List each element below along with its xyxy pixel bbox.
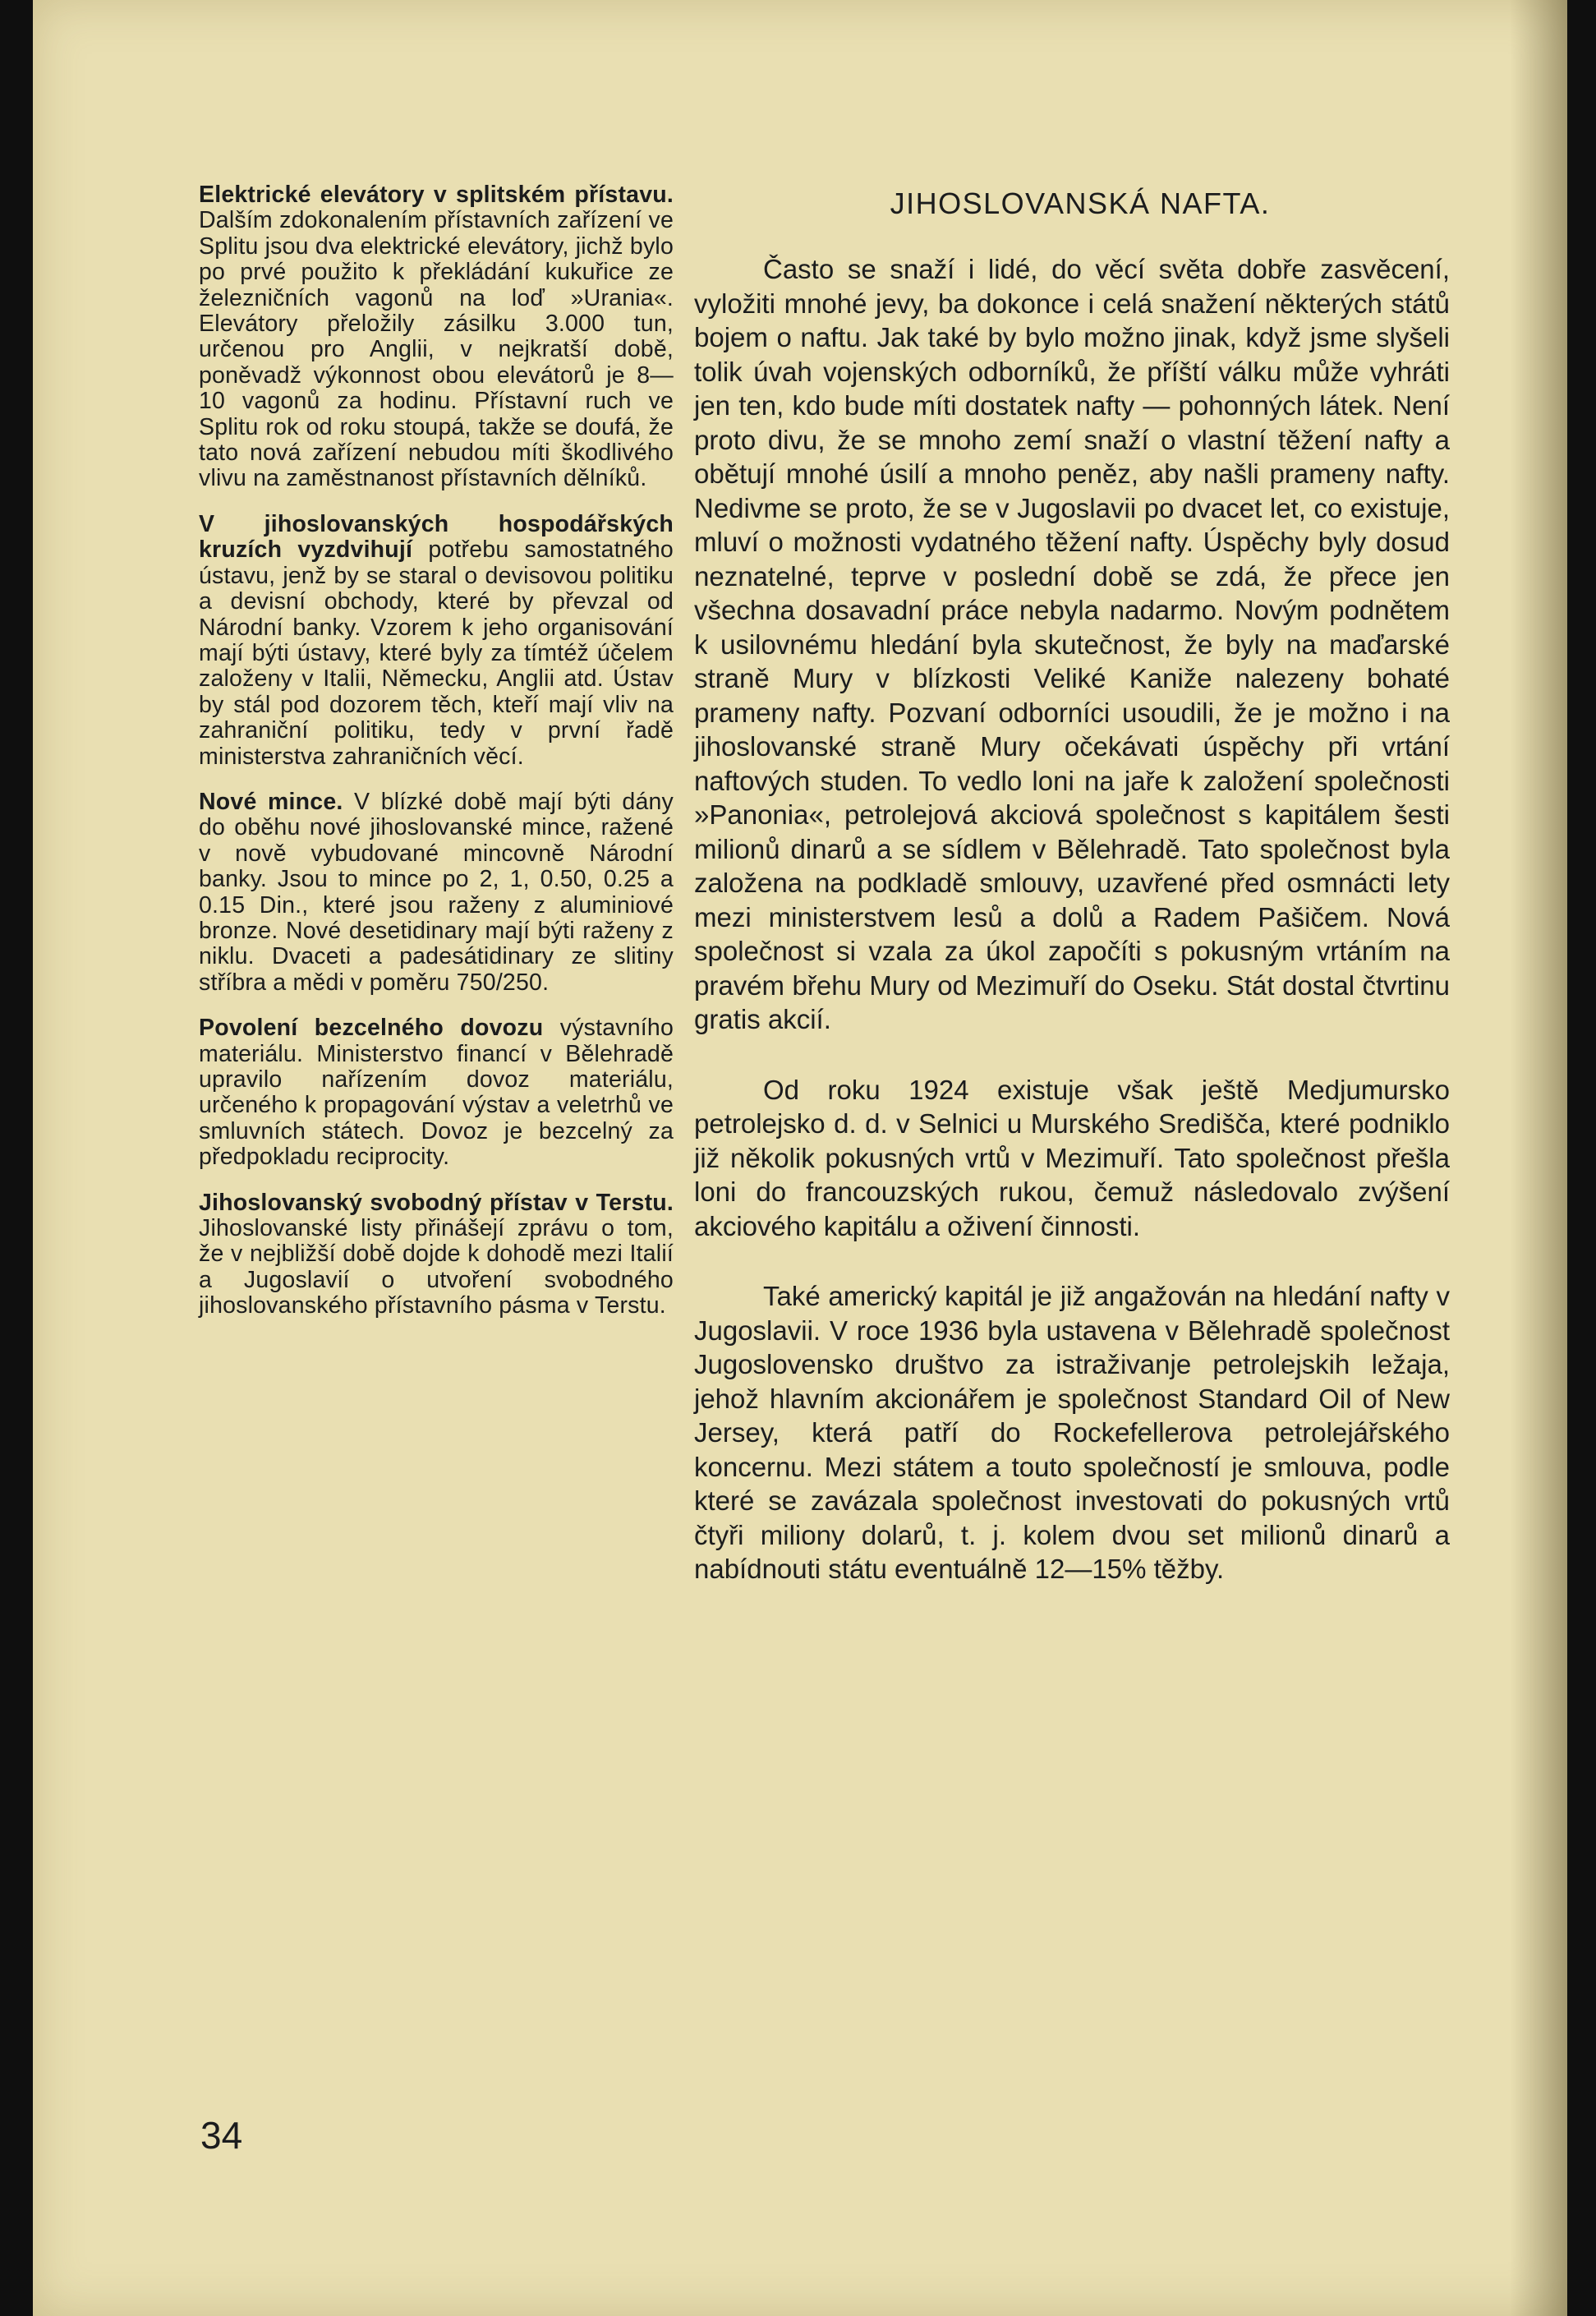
news-item-elevators: [199, 182, 674, 492]
news-item-heading: V jihoslovanských hospodářských kruzích vyzdvihují: [199, 510, 674, 564]
news-item-heading: Povolení bezcelného dovozu: [199, 1015, 544, 1042]
article-paragraph: Také americký kapitál je již angažován na hledání nafty v Jugoslavii. V roce 1936 byla ustavena v Bělehradě společnost Jugoslovensko društvo za istraživanje petrolejskih ležaja, jehož hlavním akcionářem je společnost Standard Oil of New Jersey, která patří do Rockefellerova petrolejářského koncernu. Mezi státem a touto společností je smlouva, podle které se zavázala společnost investovati do pokusných vrtů čtyři miliony dolarů, t. j. kolem dvou set milionů dinarů a nabídnouti státu eventuálně 12—15% těžby.: [694, 1281, 1450, 1584]
news-item-heading: Jihoslovanský svobodný přístav v Terstu.: [199, 1189, 674, 1216]
news-item-text: potřebu samostatného ústavu, jenž by se staral o devisovou politiku a devisní obchody, které by převzal od Národní banky. Vzorem k jeho organisování mají býti ústavy, které byly za tímtéž účelem založeny v Italii, Německu, Anglii atd. Ústav by stál pod dozorem těch, kteří mají vliv na zahraniční politiku, tedy v první řadě ministerstva zahraničních věcí.: [199, 536, 674, 770]
page-number: 34: [200, 2114, 243, 2157]
article-column: [678, 186, 1466, 1623]
news-column: [199, 182, 674, 1339]
article-paragraph: Často se snaží i lidé, do věcí světa dobře zasvěcení, vyložiti mnohé jevy, ba dokonce i celá snažení některých států bojem o naftu. Jak také by bylo možno jinak, když jsme slyšeli tolik úvah vojenských odborníků, že příští válku může vyhráti jen ten, kdo bude míti dostatek nafty — pohonných látek. Není proto divu, že se mnoho zemí snaží o vlastní těžení nafty a obětují mnohé úsilí a mnoho peněz, aby našli prameny nafty. Nedivme se proto, že se v Jugoslavii po dvacet let, co existuje, mluví o možnosti vydatného těžení nafty. Úspěchy byly dosud neznatelné, teprve v poslední době se zdá, že přece jen všechna dosavadní práce nebyla nadarmo. Novým podnětem k usilovnému hledání byla skutečnost, že byly na maďarské straně Mury v blízkosti Veliké Kaniže nalezeny bohaté prameny nafty. Pozvaní odborníci usoudili, že je možno i na jihoslovanské straně Mury očekávati úspěchy při vrtání naftových studen. To vedlo loni na jaře k založení společnosti »Panonia«, petrolejová akciová společnost s kapitálem šesti milionů dinarů a se sídlem v Bělehradě. Tato společnost byla založena na podkladě smlouvy, uzavřené před osmnácti lety mezi ministerstvem lesů a dolů a Radem Pašičem. Nová společnost si vzala za úkol započíti s pokusným vrtáním na pravém břehu Mury od Mezimuří do Oseku. Stát dostal čtvrtinu gratis akcií.: [694, 254, 1450, 1034]
news-item-text: Dalším zdokonalením přístavních zařízení ve Splitu jsou dva elektrické elevátory, jichž bylo po prvé použito k překládání kukuřice ze železničních vagonů na loď »Urania«. Elevátory přeložily zásilku 3.000 tun, určenou pro Anglii, v nejkratší době, poněvadž výkonnost obou elevátorů je 8—10 vagonů za hodinu. Přístavní ruch ve Splitu rok od roku stoupá, takže se doufá, že tato nová zařízení nebudou míti škodlivého vlivu na zaměstnanost přístavních dělníků.: [199, 207, 674, 492]
news-item-free-port-trieste: [199, 1190, 674, 1319]
page-edge-shadow: [1510, 0, 1567, 2316]
news-item-heading: Nové mince.: [199, 788, 343, 815]
news-item-text: V blízké době mají býti dány do oběhu nové jihoslovanské mince, ražené v nově vybudované mincovně Národní banky. Jsou to mince po 2, 1, 0.50, 0.25 a 0.15 Din., které jsou raženy z aluminiové bronze. Nové desetidinary mají býti raženy z niklu. Dvaceti a padesátidinary ze slitiny stříbra a mědi v poměru 750/250.: [199, 788, 674, 996]
news-item-text: výstavního materiálu. Ministerstvo financí v Bělehradě upravilo nařízením dovoz materiálu, určeného k propagování výstav a veletrhů ve smluvních státech. Dovoz je bezcelný za předpokladu reciprocity.: [199, 1015, 674, 1171]
news-item-heading: Elektrické elevátory v splitském přístavu.: [199, 182, 674, 208]
book-page: [33, 0, 1567, 2316]
news-item-currency-institute: [199, 512, 674, 770]
news-item-text: Jihoslovanské listy přinášejí zprávu o tom, že v nejbližší době dojde k dohodě mezi Italií a Jugoslavií o utvoření svobodného jihoslovanského přístavního pásma v Terstu.: [199, 1215, 674, 1319]
news-item-new-coins: [199, 790, 674, 996]
article-paragraph: Od roku 1924 existuje však ještě Medjumursko petrolejsko d. d. v Selnici u Murského Središča, které podniklo již několik pokusných vrtů v Mezimuří. Tato společnost přešla loni do francouzských rukou, čemuž následovalo zvýšení akciového kapitálu a oživení činnosti.: [694, 1074, 1450, 1241]
article-title: JIHOSLOVANSKÁ NAFTA.: [890, 186, 1271, 220]
news-item-duty-free-import: [199, 1015, 674, 1170]
